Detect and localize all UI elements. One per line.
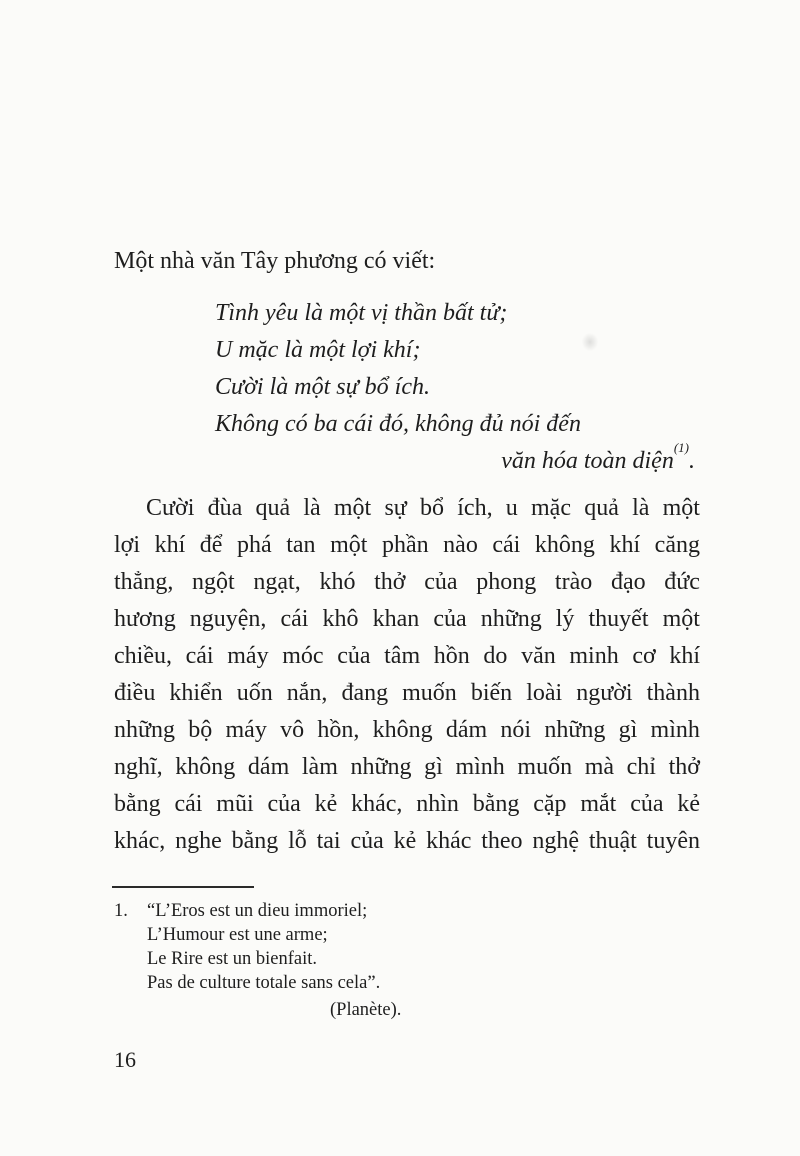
footnote-line: “L’Eros est un dieu immoriel; — [147, 901, 368, 921]
paragraph-line: điều khiển uốn nắn, đang muốn biến loài người thành — [114, 680, 700, 706]
footnote-line: Pas de culture totale sans cela”. — [147, 973, 381, 993]
quote-line: Cười là một sự bổ ích. — [215, 374, 430, 400]
intro-line: Một nhà văn Tây phương có viết: — [114, 248, 436, 274]
footnote-text — [147, 899, 401, 1022]
paragraph-line: những bộ máy vô hồn, không dám nói những gì mình — [114, 717, 700, 743]
footnote-marker: 1. — [114, 901, 128, 921]
quote-line: Không có ba cái đó, không đủ nói đến — [215, 411, 581, 437]
paragraph-line: chiều, cái máy móc của tâm hồn do văn minh cơ khí — [114, 643, 700, 669]
footnote-line: Le Rire est un bienfait. — [147, 949, 318, 969]
paragraph-line: thẳng, ngột ngạt, khó thở của phong trào đạo đức — [114, 569, 700, 595]
scan-artifact — [581, 332, 599, 352]
footnote — [114, 899, 700, 1022]
paragraph-line: khác, nghe bằng lỗ tai của kẻ khác theo nghệ thuật tuyên — [114, 828, 700, 854]
page-number: 16 — [114, 1047, 136, 1072]
quote-line: Tình yêu là một vị thần bất tử; — [215, 300, 508, 326]
paragraph-line: Cười đùa quả là một sự bổ ích, u mặc quả là một — [146, 495, 700, 521]
paragraph-line: bằng cái mũi của kẻ khác, nhìn bằng cặp mắt của kẻ — [114, 791, 700, 817]
body-paragraph — [114, 490, 700, 860]
quote-block — [215, 295, 700, 480]
footnote-divider — [112, 886, 254, 888]
quote-line: U mặc là một lợi khí; — [215, 337, 421, 363]
paragraph-line: hương nguyện, cái khô khan của những lý thuyết một — [114, 606, 700, 632]
paragraph-line: nghĩ, không dám làm những gì mình muốn mà chỉ thở — [114, 754, 700, 780]
footnote-attribution: (Planète). — [330, 1000, 402, 1020]
footnote-line: L’Humour est une arme; — [147, 925, 328, 945]
paragraph-line: lợi khí để phá tan một phần nào cái không khí căng — [114, 532, 700, 558]
quote-final-line: văn hóa toàn diện$^{(1)}$. — [501, 440, 695, 474]
footnote-reference: (1) — [673, 440, 689, 455]
